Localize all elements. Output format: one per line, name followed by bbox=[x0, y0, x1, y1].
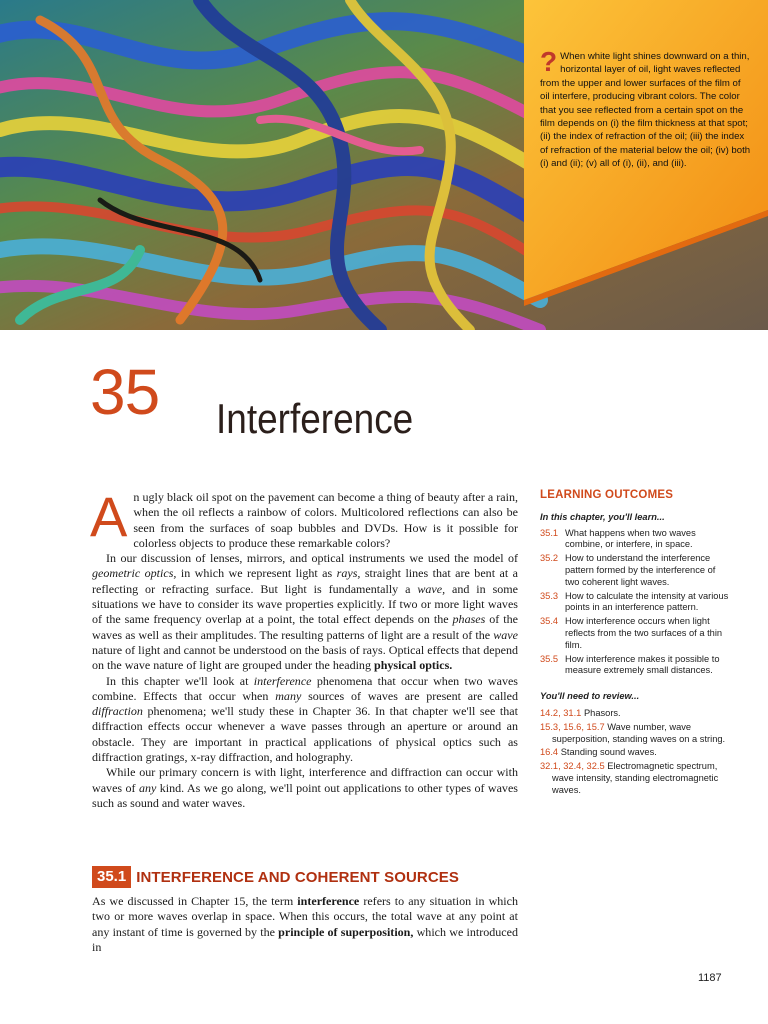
review-item bbox=[540, 761, 730, 796]
outcome-text: What happens when two waves combine, or interfere, in space. bbox=[565, 527, 696, 550]
review-item bbox=[540, 747, 730, 759]
paragraph: While our primary concern is with light, interference and diffraction can occur with waves of any kind. As we go along, we'll point out applications to other types of waves such as sound and water waves. bbox=[92, 765, 518, 810]
learning-outcomes-box bbox=[540, 490, 730, 799]
outcome-section-number: 35.1 bbox=[540, 527, 559, 538]
outcome-text: How to calculate the intensity at various points in an interference pattern. bbox=[565, 590, 729, 613]
learning-outcomes-heading: LEARNING OUTCOMES bbox=[540, 489, 674, 501]
chapter-title: Interference bbox=[216, 395, 414, 442]
section-text: As we discussed in Chapter 15, the term interference refers to any situation in which two or more waves overlap in space. When this occurs, the total wave at any point at any instant of time is governed by the principle of superposition, which we introduced in bbox=[92, 894, 519, 954]
outcome-section-number: 35.5 bbox=[540, 653, 559, 664]
outcome-text: How interference makes it possible to measure extremely small distances. bbox=[565, 653, 720, 676]
drop-cap: A bbox=[90, 485, 128, 548]
review-section-numbers: 16.4 bbox=[540, 747, 559, 758]
learning-outcomes-intro: In this chapter, you'll learn... bbox=[540, 511, 665, 522]
learning-outcome-item bbox=[540, 591, 730, 615]
outcome-section-number: 35.3 bbox=[540, 590, 559, 601]
outcome-text: How interference occurs when light reflects from the two surfaces of a thin film. bbox=[565, 616, 723, 650]
review-item bbox=[540, 708, 730, 720]
review-text: Standing sound waves. bbox=[560, 747, 657, 758]
review-section-numbers: 15.3, 15.6, 15.7 bbox=[540, 721, 605, 732]
section-number: 35.1 bbox=[92, 866, 131, 888]
learning-outcome-item bbox=[540, 654, 730, 678]
review-item bbox=[540, 722, 730, 746]
review-text: Phasors. bbox=[583, 707, 621, 718]
question-text: When white light shines downward on a thin, horizontal layer of oil, light waves reflected from the upper and lower surfaces of the film of oil interfere, producing vibrant colors. The color that you see reflected from a certain spot on the film depends on (i) the film thickness at that spot; (ii) the index of refraction of the oil; (iii) the index of refraction of the material below the oil; (iv) both (i) and (ii); (v) all of (i), (ii), and (iii). bbox=[540, 51, 751, 170]
chapter-number: 35 bbox=[90, 356, 160, 428]
learning-outcome-item bbox=[540, 528, 730, 552]
review-heading: You'll need to review... bbox=[540, 691, 640, 702]
review-text: Wave number, wave superposition, standing waves on a string. bbox=[552, 721, 726, 744]
review-text: Electromagnetic spectrum, wave intensity, standing electromagnetic waves. bbox=[552, 761, 719, 795]
outcome-section-number: 35.4 bbox=[540, 616, 559, 627]
paragraph: In this chapter we'll look at interference phenomena that occur when two waves combine. Effects that occur when many sources of waves are present are called diffraction phenomena; we'll study these in Chapter 36. In that chapter we'll see that diffraction effects occur whenever a wave passes through an aperture or around an obstacle. They are important in practical applications of physical optics such as diffraction gratings, x-ray diffraction, and holography. bbox=[92, 673, 519, 765]
question-mark-icon: ? bbox=[540, 46, 558, 77]
chapter-question bbox=[540, 46, 752, 171]
chapter-intro-text bbox=[90, 485, 519, 811]
page-number: 1187 bbox=[698, 972, 722, 984]
learning-outcome-item bbox=[540, 616, 730, 651]
review-section-numbers: 14.2, 31.1 bbox=[540, 707, 582, 718]
section-title: INTERFERENCE AND COHERENT SOURCES bbox=[136, 868, 459, 886]
section-header bbox=[92, 866, 459, 888]
paragraph: In our discussion of lenses, mirrors, and optical instruments we used the model of geometric optics, in which we represent light as rays, straight lines that are bent at a reflecting or refracting surface. But light is fundamentally a wave, and in some situations we have to consider its wave properties explicitly. If two or more light waves of the same frequency overlap at a point, the total effect depends on the phases of the waves as well as their amplitudes. The resulting patterns of light are a result of the wave nature of light and cannot be understood on the basis of rays. Optical effects that depend on the wave nature of light are grouped under the heading physical optics. bbox=[92, 551, 518, 673]
learning-outcome-item bbox=[540, 553, 730, 588]
outcome-text: How to understand the interference pattern formed by the interference of two coherent light waves. bbox=[565, 553, 716, 587]
outcome-section-number: 35.2 bbox=[540, 553, 559, 564]
intro-paragraph: An ugly black oil spot on the pavement can become a thing of beauty after a rain, when the oil reflects a rainbow of colors. Multicolored reflections can also be seen from the surfaces of soap bubbles and DVDs. How is it possible for colorless objects to produce these remarkable colors? bbox=[90, 485, 518, 550]
review-section-numbers: 32.1, 32.4, 32.5 bbox=[540, 761, 605, 772]
